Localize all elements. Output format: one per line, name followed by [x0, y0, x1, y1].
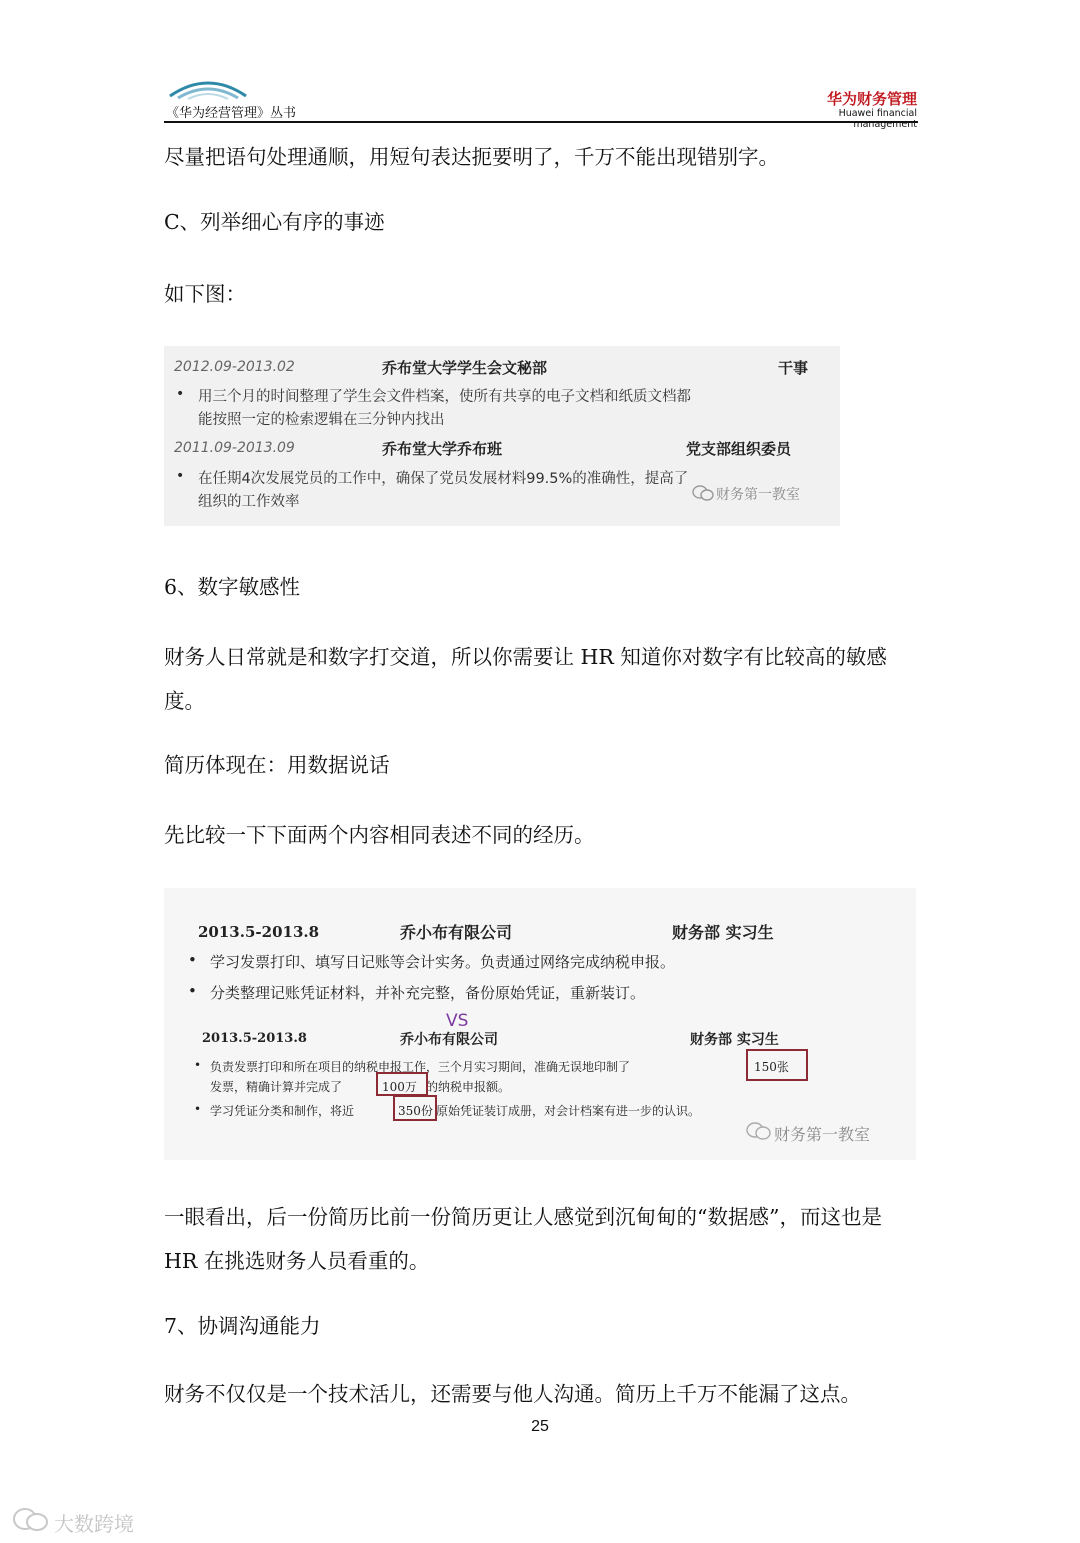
entry-text: 负责发票打印和所在项目的纳税申报工作，三个月实习期间，准确无误地印制了	[210, 1060, 631, 1074]
platform-logo-icon	[12, 1507, 50, 1533]
highlight-box	[746, 1049, 808, 1081]
book-series-logo-icon	[168, 76, 248, 100]
entry-text: 组织的工作效率	[198, 494, 300, 510]
entry-text: 学习发票打印、填写日记账等会计实务。负责通过网络完成纳税申报。	[210, 953, 676, 971]
paragraph: 尽量把语句处理通顺，用短句表达扼要明了，千万不能出现错别字。	[164, 145, 779, 169]
header-divider	[164, 121, 918, 123]
entry-organization: 乔布堂大学乔布班	[382, 440, 503, 458]
entry-text: 在任期4次发展党员的工作中，确保了党员发展材料99.5%的准确性，提高了	[198, 471, 689, 487]
bullet-icon: •	[176, 468, 185, 484]
entry-text: 分类整理记账凭证材料，并补充完整，备份原始凭证，重新装订。	[210, 984, 646, 1002]
paragraph: 简历体现在：用数据说话	[164, 753, 390, 777]
highlight-box	[393, 1095, 437, 1121]
highlighted-number: 100万	[382, 1080, 417, 1094]
entry-organization: 乔小布有限公司	[400, 923, 513, 942]
brand-title: 华为财务管理	[826, 90, 917, 108]
highlighted-number: 150张	[754, 1060, 789, 1074]
highlighted-number: 350份	[398, 1104, 433, 1118]
wechat-icon	[746, 1121, 772, 1141]
vs-label: VS	[446, 1011, 469, 1031]
entry-role: 财务部 实习生	[690, 1032, 779, 1048]
entry-role: 财务部 实习生	[672, 923, 774, 942]
page-number: 25	[531, 1418, 549, 1435]
resume-example-image-1	[164, 346, 840, 526]
paragraph: HR 在挑选财务人员看重的。	[164, 1249, 430, 1273]
paragraph: 度。	[164, 689, 205, 713]
platform-watermark: 大数跨境	[54, 1512, 134, 1536]
section-heading: 7、协调沟通能力	[164, 1314, 321, 1338]
bullet-icon: •	[194, 1058, 202, 1072]
entry-text: 原始凭证装订成册，对会计档案有进一步的认识。	[436, 1104, 701, 1118]
entry-text: 的纳税申报额。	[426, 1080, 511, 1094]
section-heading: C、列举细心有序的事迹	[164, 210, 385, 234]
image-watermark: 财务第一教室	[774, 1125, 871, 1144]
bullet-icon: •	[188, 982, 197, 1000]
entry-date: 2012.09-2013.02	[174, 359, 295, 375]
entry-text: 学习凭证分类和制作，将近	[210, 1104, 355, 1118]
entry-date: 2013.5-2013.8	[198, 923, 320, 941]
bullet-icon: •	[188, 951, 197, 969]
brand-subtitle: Huawei financial management	[838, 108, 917, 130]
entry-text: 能按照一定的检索逻辑在三分钟内找出	[198, 412, 445, 428]
entry-organization: 乔小布有限公司	[400, 1032, 498, 1048]
entry-role: 党支部组织委员	[686, 440, 792, 458]
entry-organization: 乔布堂大学学生会文秘部	[382, 359, 548, 377]
bullet-icon: •	[176, 386, 185, 402]
section-heading: 6、数字敏感性	[164, 575, 301, 599]
wechat-icon	[692, 484, 714, 502]
bullet-icon: •	[194, 1102, 202, 1116]
paragraph: 先比较一下下面两个内容相同表述不同的经历。	[164, 823, 595, 847]
entry-text: 发票，精确计算并完成了	[210, 1080, 343, 1094]
book-series-title: 《华为经营管理》丛书	[166, 106, 297, 121]
resume-comparison-image	[164, 888, 916, 1160]
image-watermark: 财务第一教室	[716, 487, 800, 503]
paragraph: 财务人日常就是和数字打交道，所以你需要让 HR 知道你对数字有比较高的敏感	[164, 645, 887, 669]
paragraph: 一眼看出，后一份简历比前一份简历更让人感觉到沉甸甸的“数据感”，而这也是	[164, 1205, 882, 1229]
entry-date: 2011.09-2013.09	[174, 440, 295, 456]
paragraph: 财务不仅仅是一个技术活儿，还需要与他人沟通。简历上千万不能漏了这点。	[164, 1382, 861, 1406]
paragraph: 如下图：	[164, 282, 246, 306]
entry-role: 干事	[778, 359, 809, 377]
highlight-box	[376, 1072, 428, 1096]
entry-text: 用三个月的时间整理了学生会文件档案，使所有共享的电子文档和纸质文档都	[198, 389, 691, 405]
entry-date: 2013.5-2013.8	[202, 1031, 307, 1046]
